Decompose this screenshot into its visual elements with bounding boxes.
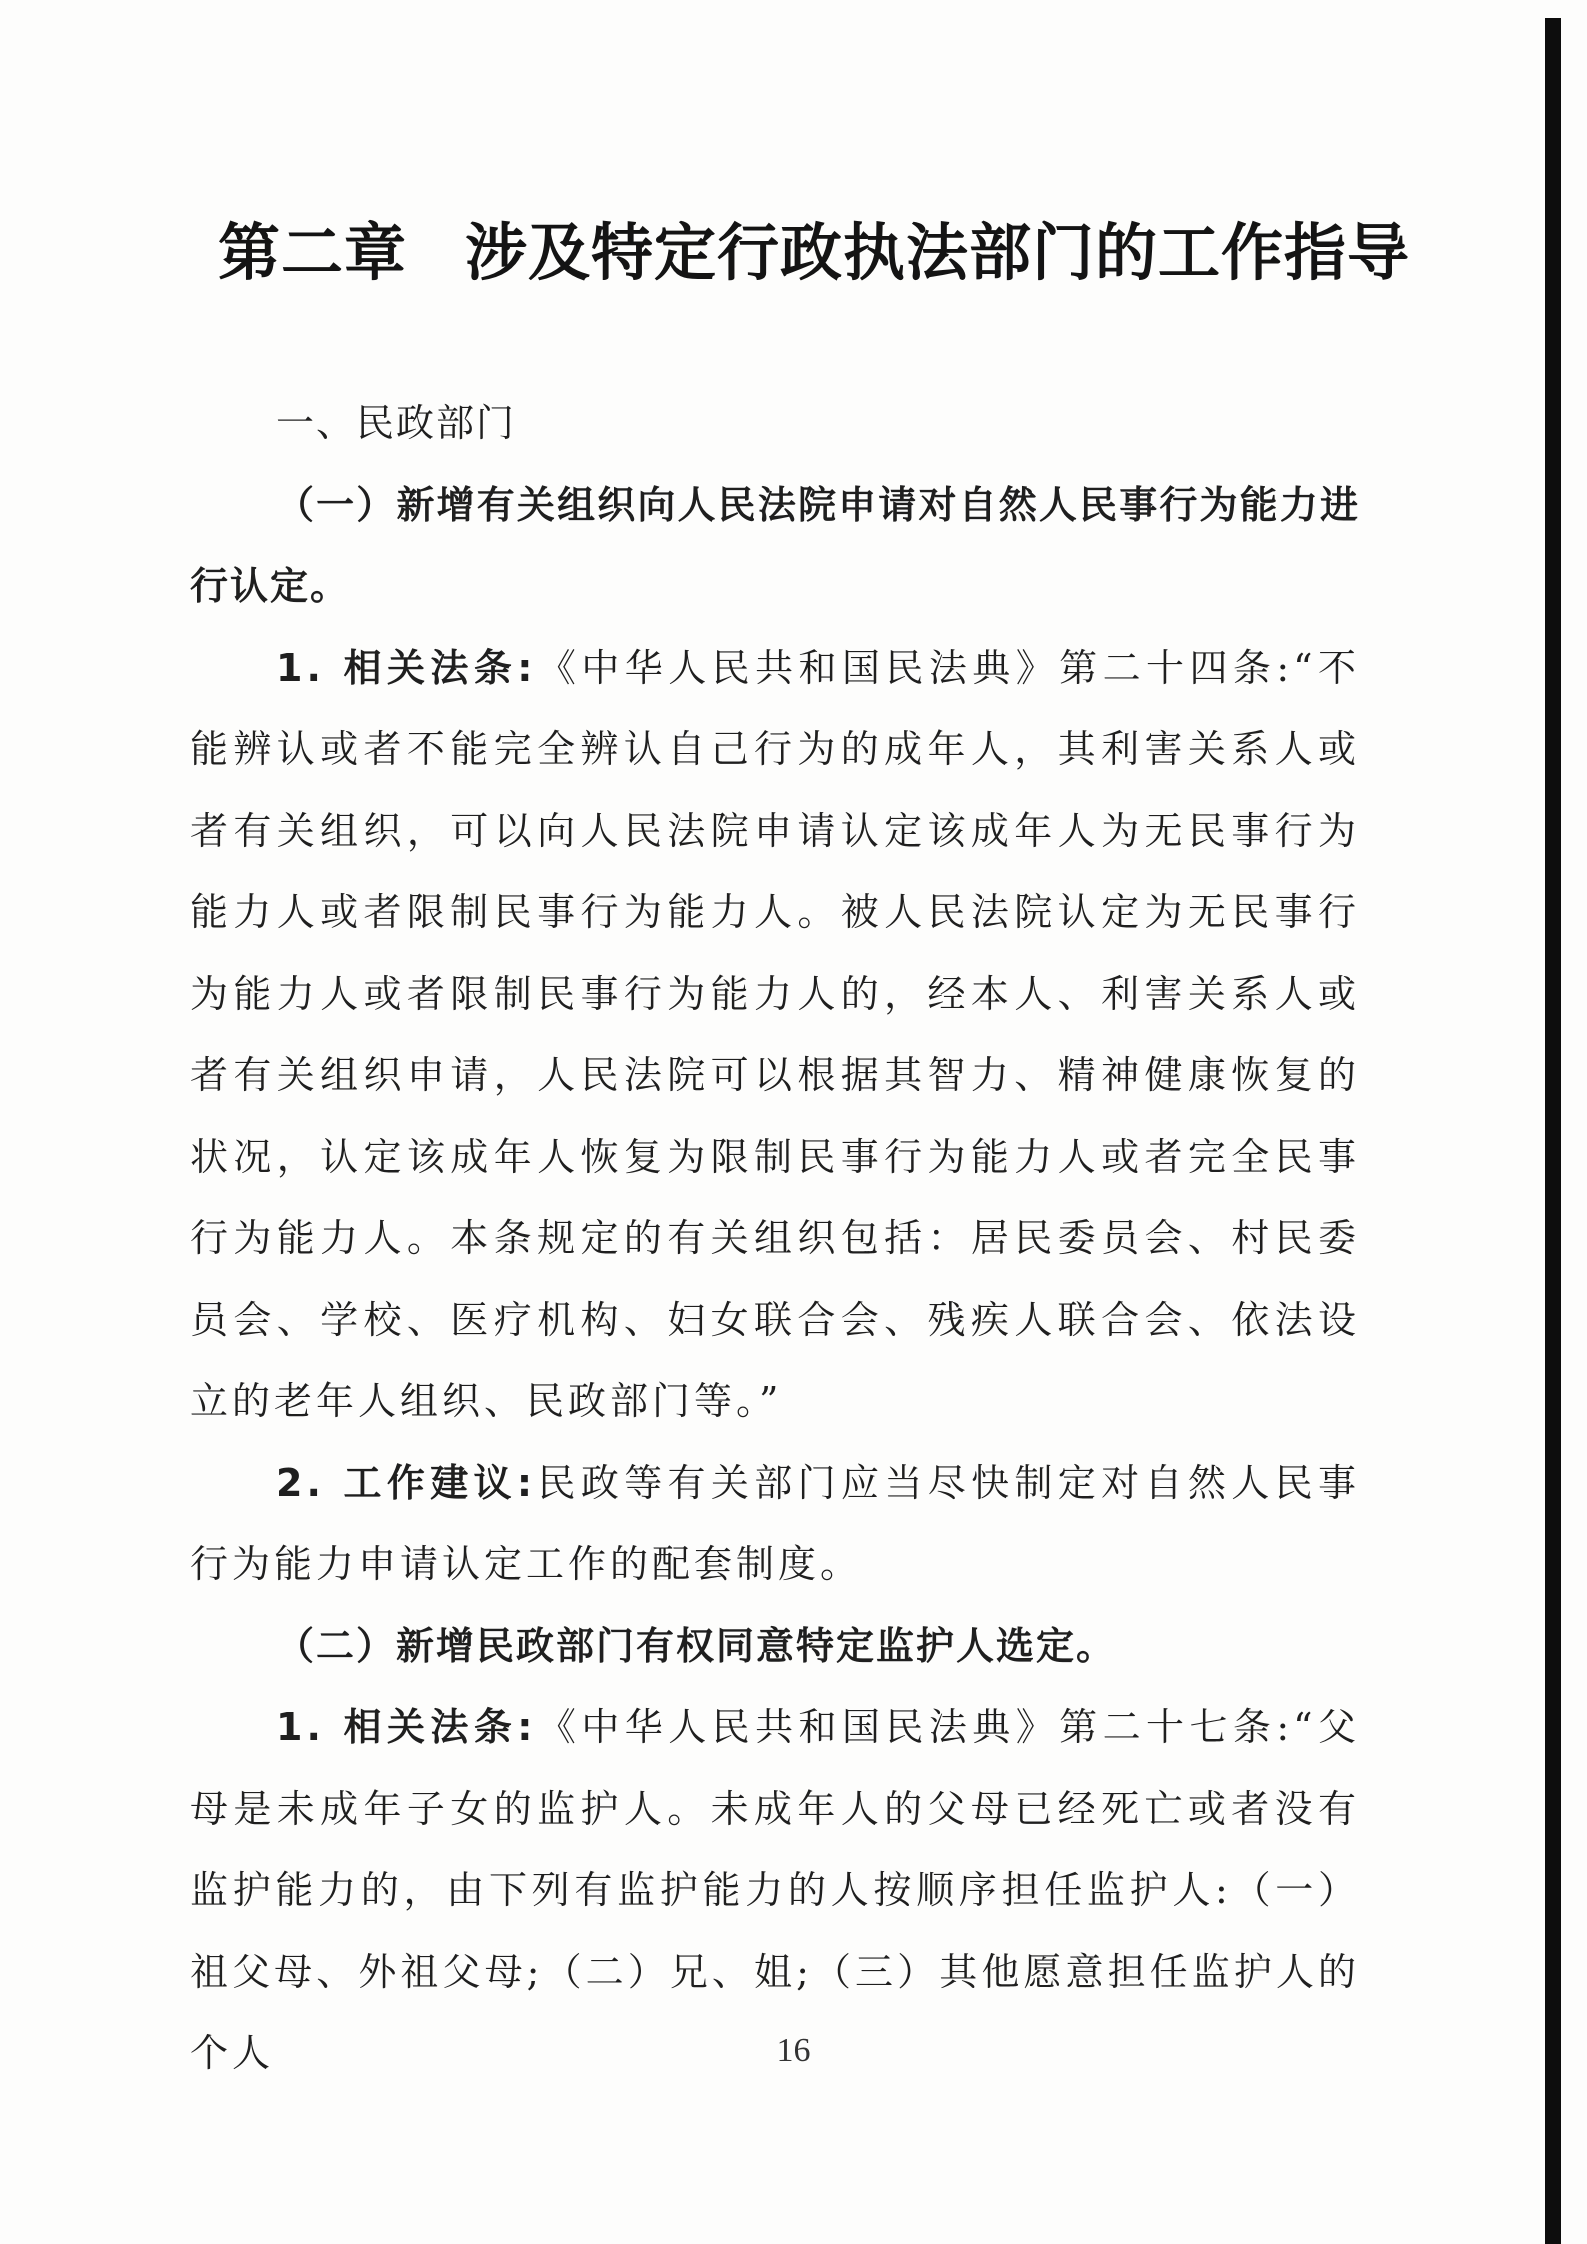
body-text <box>190 383 1360 2095</box>
chapter-name: 涉及特定行政执法部门的工作指导 <box>465 216 1411 289</box>
item-1-heading: （一）新增有关组织向人民法院申请对自然人民事行为能力进行认定。 <box>190 482 1360 608</box>
page-number: 16 <box>776 2032 811 2069</box>
item-1-law-text: 《中华人民共和国民法典》第二十四条:“不能辨认或者不能完全辨认自己行为的成年人，其利害关系人或者有关组织，可以向人民法院申请认定该成年人为无民事行为能力人或者限制民事行为能力人。被人民法院认定为无民事行为能力人或者限制民事行为能力人的，经本人、利害关系人或者有关组织申请，人民法院可以根据其智力、精神健康恢复的状况，认定该成年人恢复为限制民事行为能力人或者完全民事行为能力人。本条规定的有关组织包括：居民委员会、村民委员会、学校、医疗机构、妇女联合会、残疾人联合会、依法设立的老年人组织、民政部门等。” <box>190 645 1360 1423</box>
section-heading-civil-affairs: 一、民政部门 <box>276 401 517 445</box>
item-2-heading: （二）新增民政部门有权同意特定监护人选定。 <box>276 1623 1117 1668</box>
item-2-law-text: 《中华人民共和国民法典》第二十七条:“父母是未成年子女的监护人。未成年人的父母已经死亡或者没有监护能力的，由下列有监护能力的人按顺序担任监护人:（一）祖父母、外祖父母;（二）兄、姐;（三）其他愿意担任监护人的个人 <box>190 1705 1360 2075</box>
item-2-law-label: 1. 相关法条: <box>276 1705 537 1749</box>
scan-edge-shadow <box>1545 18 1561 2244</box>
chapter-title <box>218 213 1411 293</box>
item-1-advice-text: 民政等有关部门应当尽快制定对自然人民事行为能力申请认定工作的配套制度。 <box>190 1460 1360 1586</box>
item-1-law-label: 1. 相关法条: <box>276 645 537 690</box>
item-1-advice-label: 2. 工作建议: <box>276 1460 537 1505</box>
item-1-law-paragraph <box>190 628 1360 1443</box>
item-1-advice-paragraph <box>190 1443 1360 1606</box>
chapter-number: 第二章 <box>218 216 408 289</box>
